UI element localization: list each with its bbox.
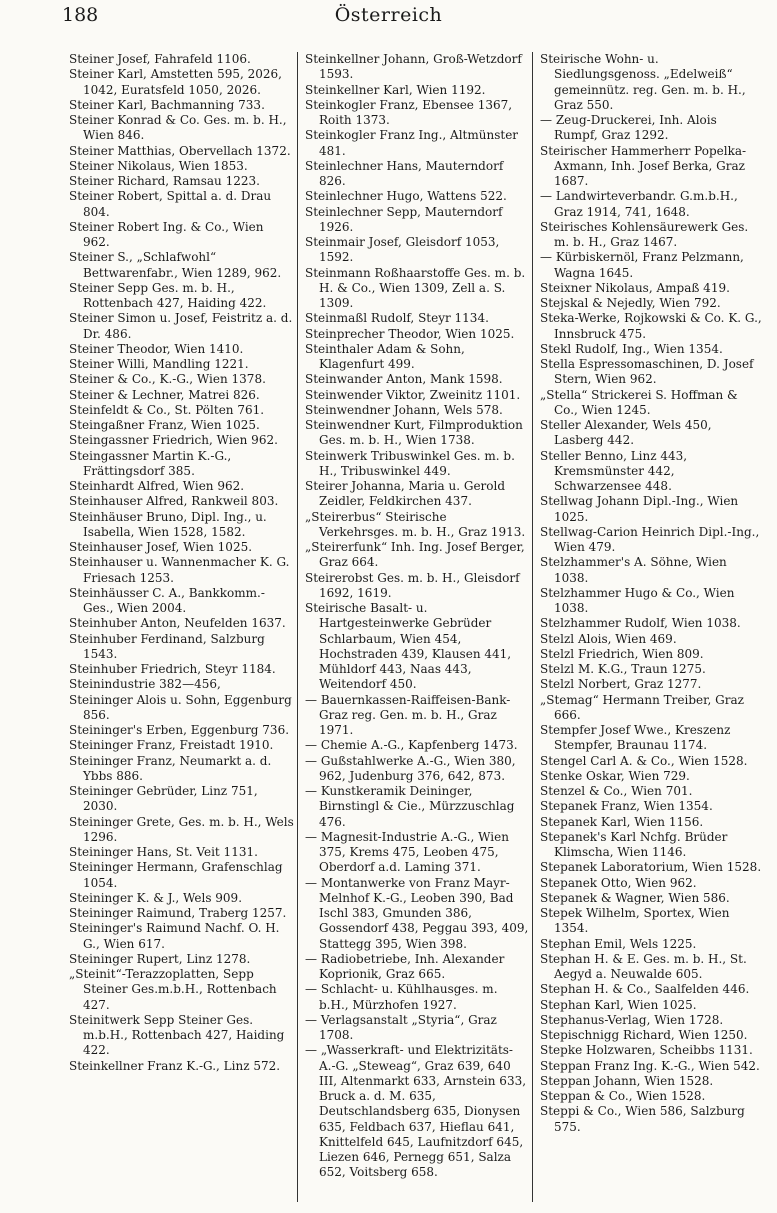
directory-entry: Steiner Karl, Bachmanning 733. bbox=[69, 97, 265, 112]
directory-entry: Steinwendner Kurt, Filmproduktion Ges. m. b. H., Wien 1738. bbox=[305, 418, 523, 448]
directory-entry: Stellwag-Carion Heinrich Dipl.-Ing., Wien 479. bbox=[540, 524, 760, 554]
directory-entry: Steininger Hermann, Grafenschlag 1054. bbox=[69, 860, 283, 890]
directory-entry: Steinhäuser Bruno, Dipl. Ing., u. Isabella, Wien 1528, 1582. bbox=[69, 509, 267, 539]
directory-entry: Steininger's Erben, Eggenburg 736. bbox=[69, 723, 290, 737]
directory-entry: Stephan H. & E. Ges. m. b. H., St. Aegyd a. Neuwalde 605. bbox=[540, 951, 747, 981]
directory-entry: Stelzl Friedrich, Wien 809. bbox=[540, 646, 704, 661]
directory-entry: Stepischnigg Richard, Wien 1250. bbox=[540, 1028, 748, 1042]
directory-entry: Steininger Gebrüder, Linz 751, 2030. bbox=[69, 784, 258, 814]
directory-entry: Steingaßner Franz, Wien 1025. bbox=[69, 418, 260, 432]
directory-entry: Stephan H. & Co., Saalfelden 446. bbox=[540, 982, 750, 997]
directory-entry: Steiner Josef, Fahrafeld 1106. bbox=[69, 52, 251, 66]
directory-entry: Steinhuber Anton, Neufelden 1637. bbox=[69, 616, 286, 631]
directory-entry: Stepanek's Karl Nchfg. Brüder Klimscha, Wien 1146. bbox=[540, 829, 728, 859]
directory-entry: Steinmaßl Rudolf, Steyr 1134. bbox=[305, 311, 489, 326]
directory-entry: Steingassner Friedrich, Wien 962. bbox=[69, 433, 278, 448]
directory-entry: Stelzl Alois, Wien 469. bbox=[540, 631, 677, 646]
directory-entry: Steiner Robert, Spittal a. d. Drau 804. bbox=[69, 189, 272, 219]
directory-entry: Steininger Alois u. Sohn, Eggenburg 856. bbox=[69, 692, 292, 722]
directory-entry: Steiner Karl, Amstetten 595, 2026, 1042, Euratsfeld 1050, 2026. bbox=[69, 67, 282, 97]
directory-entry: — Landwirteverbandr. G.m.b.H., Graz 1914, 741, 1648. bbox=[540, 189, 738, 219]
directory-entry: Steppan & Co., Wien 1528. bbox=[540, 1089, 706, 1103]
directory-entry: Stepke Holzwaren, Scheibbs 1131. bbox=[540, 1043, 753, 1058]
directory-entry: Steiner Konrad & Co. Ges. m. b. H., Wien 846. bbox=[69, 113, 287, 143]
column-1 bbox=[62, 52, 297, 1202]
directory-entry: Steixner Nikolaus, Ampaß 419. bbox=[540, 280, 730, 295]
directory-entry: Stellwag Johann Dipl.-Ing., Wien 1025. bbox=[540, 494, 739, 524]
directory-entry: — Kunstkeramik Deininger, Birnstingl & Cie., Mürzzuschlag 476. bbox=[305, 784, 515, 829]
directory-entry: „Stella“ Strickerei S. Hoffman & Co., Wien 1245. bbox=[540, 387, 738, 417]
directory-entry: Stelzhammer Rudolf, Wien 1038. bbox=[540, 616, 741, 631]
directory-entry: Stelzl M. K.G., Traun 1275. bbox=[540, 662, 706, 676]
directory-entry: Stenke Oskar, Wien 729. bbox=[540, 768, 690, 783]
directory-entry: Steininger's Raimund Nachf. O. H. G., Wien 617. bbox=[69, 921, 280, 951]
directory-entry: Steinprecher Theodor, Wien 1025. bbox=[305, 326, 515, 341]
directory-entry: Steka-Werke, Rojkowski & Co. K. G., Innsbruck 475. bbox=[540, 311, 762, 341]
directory-entry: Steiner Richard, Ramsau 1223. bbox=[69, 174, 260, 188]
directory-entry: Steinlechner Hans, Mauterndorf 826. bbox=[305, 158, 504, 188]
directory-entry: Steinthaler Adam & Sohn, Klagenfurt 499. bbox=[305, 341, 465, 371]
directory-entry: — Gußstahlwerke A.-G., Wien 380, 962, Judenburg 376, 642, 873. bbox=[305, 753, 516, 783]
column-2 bbox=[297, 52, 532, 1202]
directory-entry: Stepanek Otto, Wien 962. bbox=[540, 875, 697, 890]
directory-entry: Steinhuber Ferdinand, Salzburg 1543. bbox=[69, 631, 265, 661]
directory-entry: Steiner Robert Ing. & Co., Wien 962. bbox=[69, 219, 264, 249]
directory-entry: Steinfeldt & Co., St. Pölten 761. bbox=[69, 402, 265, 417]
directory-entry: Steinhauser Alfred, Rankweil 803. bbox=[69, 494, 279, 509]
directory-entry: Stempfer Josef Wwe., Kreszenz Stempfer, Braunau 1174. bbox=[540, 723, 731, 753]
directory-entry: Steininger Franz, Freistadt 1910. bbox=[69, 738, 274, 753]
directory-entry: Stepanek Franz, Wien 1354. bbox=[540, 799, 713, 814]
directory-entry: Steiner & Lechner, Matrei 826. bbox=[69, 387, 260, 402]
directory-entry: Steininger Rupert, Linz 1278. bbox=[69, 951, 251, 966]
directory-entry: Steinmair Josef, Gleisdorf 1053, 1592. bbox=[305, 235, 500, 265]
directory-entry: Steinwendner Johann, Wels 578. bbox=[305, 402, 503, 417]
directory-entry: „Steirerfunk“ Inh. Ing. Josef Berger, Graz 664. bbox=[305, 540, 525, 570]
column-3 bbox=[532, 52, 767, 1202]
directory-entry: Stelzhammer Hugo & Co., Wien 1038. bbox=[540, 585, 735, 615]
directory-entry: Steinwander Anton, Mank 1598. bbox=[305, 372, 503, 387]
directory-entry: — Zeug-Druckerei, Inh. Alois Rumpf, Graz 1292. bbox=[540, 113, 717, 143]
directory-entry: Steirischer Hammerherr Popelka-Axmann, Inh. Josef Berka, Graz 1687. bbox=[540, 143, 747, 188]
directory-entry: Stekl Rudolf, Ing., Wien 1354. bbox=[540, 341, 723, 356]
directory-entry: Steinmann Roßhaarstoffe Ges. m. b. H. & Co., Wien 1309, Zell a. S. 1309. bbox=[305, 265, 526, 310]
directory-entry: Steirerobst Ges. m. b. H., Gleisdorf 1692, 1619. bbox=[305, 570, 520, 600]
directory-entry: Steininger Franz, Neumarkt a. d. Ybbs 886. bbox=[69, 753, 272, 783]
directory-entry: Steinkogler Franz, Ebensee 1367, Roith 1373. bbox=[305, 97, 513, 127]
directory-entry: Steinhauser Josef, Wien 1025. bbox=[69, 540, 253, 554]
directory-entry: Steller Benno, Linz 443, Kremsmünster 442, Schwarzensee 448. bbox=[540, 448, 688, 493]
directory-entry: Stepanek Laboratorium, Wien 1528. bbox=[540, 860, 762, 875]
directory-entry: Steppi & Co., Wien 586, Salzburg 575. bbox=[540, 1104, 745, 1134]
directory-entry: Steininger Hans, St. Veit 1131. bbox=[69, 845, 258, 859]
directory-entry: Steinwerk Tribuswinkel Ges. m. b. H., Tribuswinkel 449. bbox=[305, 448, 515, 478]
directory-entry: Steller Alexander, Wels 450, Lasberg 442. bbox=[540, 418, 712, 448]
directory-entry: Steinitwerk Sepp Steiner Ges. m.b.H., Rottenbach 427, Haiding 422. bbox=[69, 1012, 285, 1058]
directory-entry: Steirisches Kohlensäurewerk Ges. m. b. H., Graz 1467. bbox=[540, 219, 749, 249]
directory-entry: Steiner S., „Schlafwohl“ Bettwarenfabr., Wien 1289, 962. bbox=[69, 250, 282, 280]
directory-entry: Steininger Raimund, Traberg 1257. bbox=[69, 906, 287, 920]
directory-entry: Steinlechner Hugo, Wattens 522. bbox=[305, 189, 507, 204]
directory-entry: — Chemie A.-G., Kapfenberg 1473. bbox=[305, 738, 518, 753]
directory-entry: — Bauernkassen-Raiffeisen-Bank-Graz reg. Gen. m. b. H., Graz 1971. bbox=[305, 692, 511, 737]
directory-entry: Stephanus-Verlag, Wien 1728. bbox=[540, 1012, 724, 1027]
directory-entry: Steiner Sepp Ges. m. b. H., Rottenbach 427, Haiding 422. bbox=[69, 280, 267, 310]
page-title: Österreich bbox=[334, 4, 443, 26]
directory-entry: — „Wasserkraft- und Elektrizitäts-A.-G. „Steweag“, Graz 639, 640 III, Altenmarkt 633, Arnstein 633, Bruck a. d. M. 635, Deutschlandsberg 635, Dionysen 635, Feldbach 637, Hieflau 641, Knittelfeld 645, Laufnitzdorf 645, Liezen 646, Pernegg 651, Salza 652, Voitsberg 658. bbox=[305, 1043, 527, 1180]
directory-entry: Steiner Matthias, Obervellach 1372. bbox=[69, 143, 291, 158]
directory-entry: — Radiobetriebe, Inh. Alexander Koprionik, Graz 665. bbox=[305, 951, 505, 981]
directory-entry: Steinlechner Sepp, Mauterndorf 1926. bbox=[305, 204, 503, 234]
directory-entry: „Steinit“-Terazzoplatten, Sepp Steiner Ges.m.b.H., Rottenbach 427. bbox=[69, 967, 277, 1012]
directory-entry: Stephan Emil, Wels 1225. bbox=[540, 936, 697, 951]
directory-entry: Steinkogler Franz Ing., Altmünster 481. bbox=[305, 128, 519, 158]
directory-entry: Stepek Wilhelm, Sportex, Wien 1354. bbox=[540, 906, 730, 936]
directory-entry: Steiner Nikolaus, Wien 1853. bbox=[69, 158, 248, 173]
directory-entry: — Montanwerke von Franz Mayr-Melnhof K.-G., Leoben 390, Bad Ischl 383, Gmunden 386, Gossendorf 438, Peggau 393, 409, Stattegg 395, Wien 398. bbox=[305, 875, 529, 951]
directory-entry: Stella Espressomaschinen, D. Josef Stern, Wien 962. bbox=[540, 357, 754, 387]
page-number: 188 bbox=[62, 4, 99, 26]
directory-entry: Steppan Franz Ing. K.-G., Wien 542. bbox=[540, 1058, 760, 1073]
directory-columns bbox=[62, 52, 768, 1202]
directory-entry: Stephan Karl, Wien 1025. bbox=[540, 997, 697, 1012]
directory-entry: Stenzel & Co., Wien 701. bbox=[540, 784, 693, 798]
directory-entry: Stengel Carl A. & Co., Wien 1528. bbox=[540, 753, 748, 768]
directory-entry: Stelzhammer's A. Söhne, Wien 1038. bbox=[540, 555, 727, 585]
directory-entry: Steiner Simon u. Josef, Feistritz a. d. Dr. 486. bbox=[69, 311, 293, 341]
directory-entry: Steirische Wohn- u. Siedlungsgenoss. „Edelweiß“ gemeinnütz. reg. Gen. m. b. H., Graz 550. bbox=[540, 52, 746, 112]
directory-entry: „Stemag“ Hermann Treiber, Graz 666. bbox=[540, 692, 744, 722]
directory-entry: — Kürbiskernöl, Franz Pelzmann, Wagna 1645. bbox=[540, 250, 744, 280]
directory-entry: Stejskal & Nejedly, Wien 792. bbox=[540, 296, 721, 310]
directory-entry: Steinindustrie 382—456, bbox=[69, 677, 221, 692]
directory-entry: Steinkellner Karl, Wien 1192. bbox=[305, 82, 486, 97]
directory-entry: Steinhäusser C. A., Bankkomm.-Ges., Wien 2004. bbox=[69, 585, 265, 615]
directory-entry: Stepanek & Wagner, Wien 586. bbox=[540, 890, 730, 905]
directory-entry: Steiner Theodor, Wien 1410. bbox=[69, 341, 244, 356]
directory-entry: Steiner & Co., K.-G., Wien 1378. bbox=[69, 372, 266, 387]
directory-entry: Steingassner Martin K.-G., Frättingsdorf 385. bbox=[69, 448, 232, 478]
directory-entry: „Steirerbus“ Steirische Verkehrsges. m. b. H., Graz 1913. bbox=[305, 509, 526, 539]
directory-entry: Steirische Basalt- u. Hartgesteinwerke Gebrüder Schlarbaum, Wien 454, Hochstraden 439, Klausen 441, Mühldorf 443, Naas 443, Weitendorf 450. bbox=[305, 601, 512, 692]
directory-entry: Steinwender Viktor, Zweinitz 1101. bbox=[305, 387, 521, 402]
directory-entry: Steinkellner Johann, Groß-Wetzdorf 1593. bbox=[305, 52, 522, 82]
directory-entry: Steinhauser u. Wannenmacher K. G. Friesach 1253. bbox=[69, 555, 290, 585]
directory-entry: Stelzl Norbert, Graz 1277. bbox=[540, 677, 702, 692]
directory-entry: — Schlacht- u. Kühlhausges. m. b.H., Mürzhofen 1927. bbox=[305, 982, 498, 1012]
directory-entry: Steininger K. & J., Wels 909. bbox=[69, 890, 243, 905]
directory-entry: Steinkellner Franz K.-G., Linz 572. bbox=[69, 1058, 281, 1073]
directory-entry: Steiner Willi, Mandling 1221. bbox=[69, 357, 249, 371]
directory-entry: — Verlagsanstalt „Styria“, Graz 1708. bbox=[305, 1012, 497, 1042]
directory-entry: Steinhardt Alfred, Wien 962. bbox=[69, 479, 245, 493]
directory-entry: Steppan Johann, Wien 1528. bbox=[540, 1073, 714, 1088]
directory-entry: — Magnesit-Industrie A.-G., Wien 375, Krems 475, Leoben 475, Oberdorf a.d. Laming 371. bbox=[305, 829, 509, 875]
directory-entry: Steinhuber Friedrich, Steyr 1184. bbox=[69, 662, 276, 676]
directory-entry: Steininger Grete, Ges. m. b. H., Wels 1296. bbox=[69, 814, 294, 844]
directory-entry: Stepanek Karl, Wien 1156. bbox=[540, 814, 704, 829]
directory-entry: Steirer Johanna, Maria u. Gerold Zeidler, Feldkirchen 437. bbox=[305, 479, 506, 509]
